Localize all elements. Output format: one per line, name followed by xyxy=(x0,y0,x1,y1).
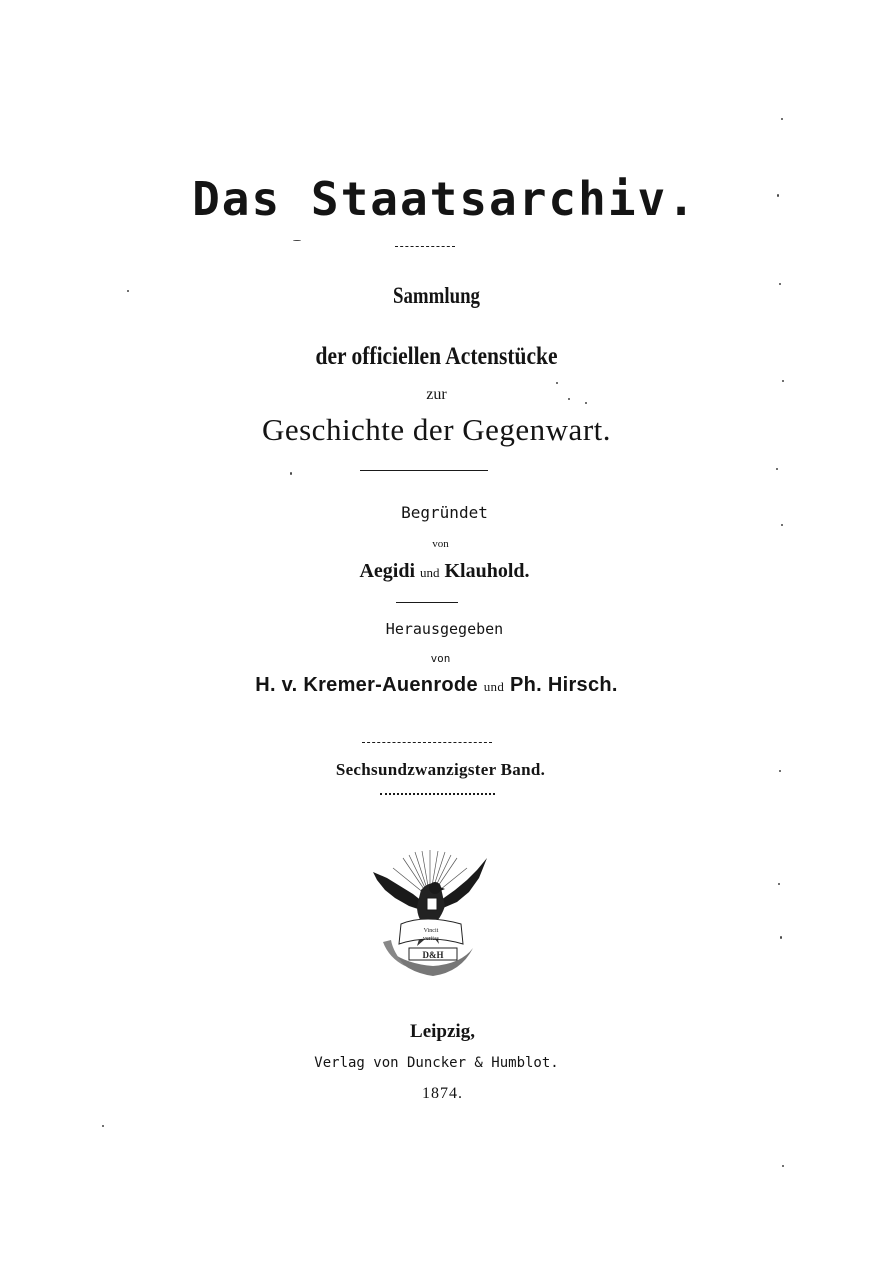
scan-speck xyxy=(779,770,781,772)
scan-speck xyxy=(102,1125,104,1127)
scan-speck xyxy=(777,194,779,197)
subtitle-rule xyxy=(360,470,488,471)
scan-speck xyxy=(780,936,782,939)
volume-rule xyxy=(380,793,495,795)
subtitle-officiellen: der officiellen Actenstücke xyxy=(315,343,558,370)
subtitle-sammlung: Sammlung xyxy=(393,283,480,308)
emblem-foliage-left xyxy=(383,940,405,966)
eagle-shield xyxy=(427,898,437,910)
eagle-right-wing xyxy=(441,858,487,908)
scan-speck xyxy=(782,380,784,382)
founders xyxy=(0,560,873,583)
subtitle-zur: zur xyxy=(426,386,447,403)
editors xyxy=(0,674,873,697)
page-title: Das Staatsarchiv. xyxy=(192,172,697,226)
imprint-year: 1874. xyxy=(422,1085,463,1102)
editor-kremer: H. v. Kremer-Auenrode xyxy=(255,674,478,696)
founded-label: Begründet xyxy=(401,503,488,522)
scan-speck xyxy=(778,883,780,885)
scan-speck xyxy=(781,118,783,120)
eagle-left-wing xyxy=(373,872,423,910)
scan-speck xyxy=(127,290,129,292)
editors-rule xyxy=(362,742,492,743)
scan-speck xyxy=(781,524,783,526)
founder-und: und xyxy=(420,565,440,580)
editor-von: von xyxy=(430,652,451,665)
editor-hirsch: Ph. Hirsch. xyxy=(510,674,618,696)
subtitle-geschichte: Geschichte der Gegenwart. xyxy=(261,412,612,447)
scan-speck xyxy=(782,1165,784,1167)
founded-von: von xyxy=(432,538,449,550)
scan-speck xyxy=(556,382,558,384)
scan-speck xyxy=(776,468,778,470)
editor-label: Herausgegeben xyxy=(385,620,504,638)
founders-rule xyxy=(396,602,458,603)
imprint-publisher: Verlag von Duncker & Humblot. xyxy=(314,1055,559,1071)
scan-speck xyxy=(293,240,301,241)
imprint-place: Leipzig, xyxy=(410,1021,475,1042)
motto-text-1: Vincit xyxy=(423,928,439,934)
founder-aegidi: Aegidi xyxy=(359,560,415,582)
title-rule xyxy=(395,246,455,247)
founder-klauhold: Klauhold. xyxy=(444,560,530,582)
eagle-head xyxy=(429,882,441,894)
motto-text-2: veritas xyxy=(423,936,439,942)
scan-speck xyxy=(568,398,570,400)
scan-speck xyxy=(585,402,587,404)
publisher-eagle-emblem-icon xyxy=(365,848,495,983)
volume-label: Sechsundzwanzigster Band. xyxy=(335,760,546,779)
scan-speck xyxy=(779,283,781,285)
editor-und: und xyxy=(483,679,505,694)
initials-text: D&H xyxy=(422,950,444,960)
scan-speck xyxy=(290,472,292,475)
